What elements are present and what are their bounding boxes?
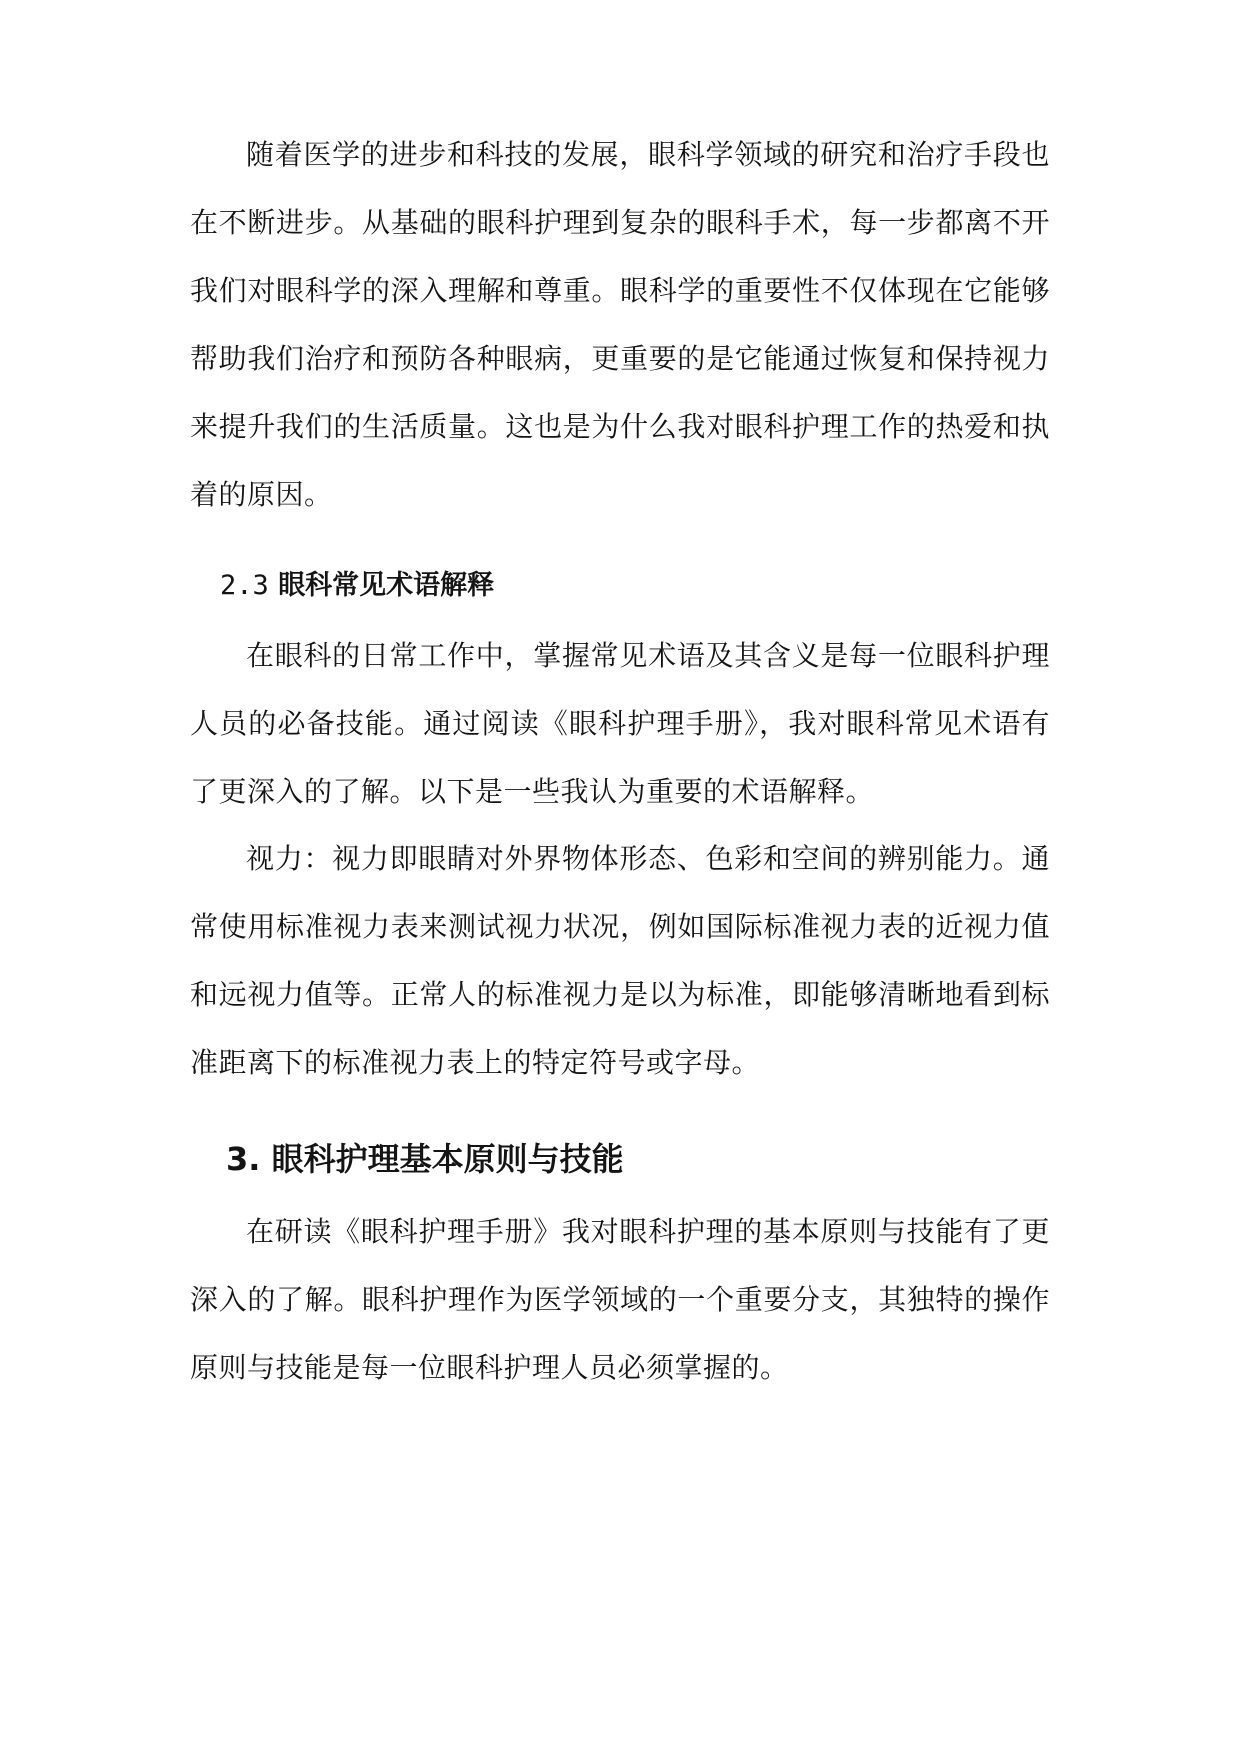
body-paragraph-3 <box>190 825 1050 1097</box>
paragraph-text: 视力：视力即眼睛对外界物体形态、色彩和空间的辨别能力。通常使用标准视力表来测试视力状况，例如国际标准视力表的近视力值和远视力值等。正常人的标准视力是以为标准，即能够清晰地看到标准距离下的标准视力表上的特定符号或字母。 <box>190 842 1050 1079</box>
section-heading-text <box>226 1135 1086 1183</box>
paragraph-text: 在研读《眼科护理手册》我对眼科护理的基本原则与技能有了更深入的了解。眼科护理作为医学领域的一个重要分支，其独特的操作原则与技能是每一位眼科护理人员必须掌握的。 <box>190 1215 1050 1384</box>
section-heading-text <box>220 566 1080 606</box>
section-number: 2.3 <box>220 570 269 601</box>
body-paragraph-4 <box>190 1198 1050 1402</box>
section-number: 3. <box>226 1140 261 1178</box>
section-title: 眼科常见术语解释 <box>278 570 495 601</box>
paragraph-text: 在眼科的日常工作中，掌握常见术语及其含义是每一位眼科护理人员的必备技能。通过阅读《眼科护理手册》，我对眼科常见术语有了更深入的了解。以下是一些我认为重要的术语解释。 <box>190 639 1050 808</box>
body-paragraph-1 <box>190 121 1050 529</box>
section-heading-2-3 <box>220 566 1080 606</box>
section-title: 眼科护理基本原则与技能 <box>271 1140 624 1178</box>
paragraph-text: 随着医学的进步和科技的发展，眼科学领域的研究和治疗手段也在不断进步。从基础的眼科护理到复杂的眼科手术，每一步都离不开我们对眼科学的深入理解和尊重。眼科学的重要性不仅体现在它能够帮助我们治疗和预防各种眼病，更重要的是它能通过恢复和保持视力来提升我们的生活质量。这也是为什么我对眼科护理工作的热爱和执着的原因。 <box>190 138 1050 511</box>
section-heading-3 <box>226 1135 1086 1183</box>
body-paragraph-2 <box>190 622 1050 826</box>
